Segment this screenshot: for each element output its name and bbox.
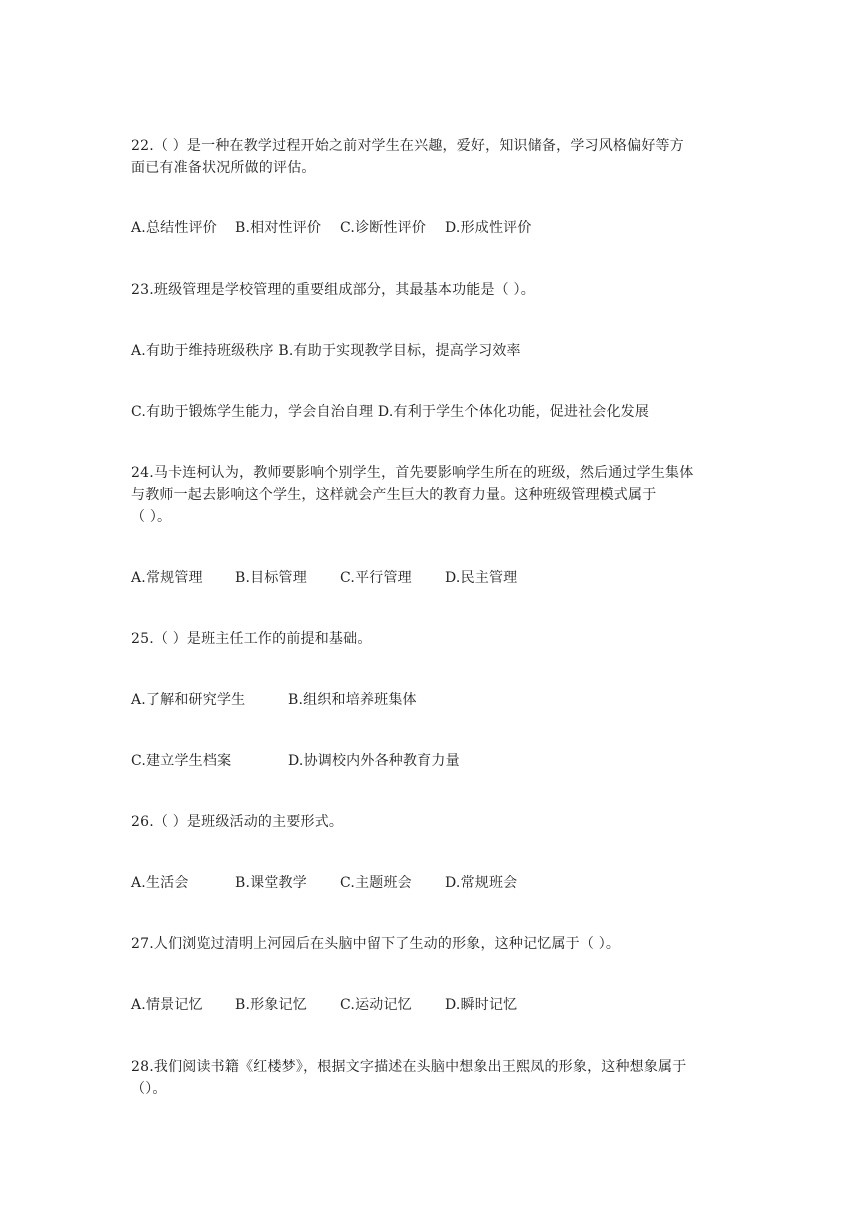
question-24-stem-line-1: 24.马卡连柯认为，教师要影响个别学生，首先要影响学生所在的班级，然后通过学生集体 [131, 465, 694, 481]
question-23-stem-line-1: 23.班级管理是学校管理的重要组成部分，其最基本功能是（ ）。 [131, 282, 535, 298]
option-b: B.相对性评价 [235, 220, 322, 236]
option-a: A.常规管理 [131, 570, 203, 586]
question-28-stem-line-1: 28.我们阅读书籍《红楼梦》，根据文字描述在头脑中想象出王熙凤的形象，这种想象属于 [131, 1059, 687, 1075]
option-a: A.生活会 [131, 875, 189, 891]
option-c: C.平行管理 [340, 570, 412, 586]
option-c: C.诊断性评价 [340, 220, 427, 236]
question-25-stem-line-1: 25.（ ）是班主任工作的前提和基础。 [131, 631, 372, 647]
option-b: B.形象记忆 [235, 997, 307, 1013]
option-d: D.瞬时记忆 [445, 997, 518, 1013]
question-28-stem-line-2: （）。 [131, 1081, 167, 1097]
question-24-stem-line-3: （ ）。 [131, 509, 172, 525]
option-b: B.组织和培养班集体 [288, 692, 417, 708]
option-a: A.情景记忆 [131, 997, 203, 1013]
question-22-stem-line-2: 面已有准备状况所做的评估。 [131, 160, 316, 176]
question-27-stem-line-1: 27.人们浏览过清明上河园后在头脑中留下了生动的形象，这种记忆属于（ ）。 [131, 936, 621, 952]
option-b: B.课堂教学 [235, 875, 307, 891]
question-26-stem-line-1: 26.（ ）是班级活动的主要形式。 [131, 814, 344, 830]
option-b: B.目标管理 [235, 570, 307, 586]
question-23-options-line-2: C.有助于锻炼学生能力，学会自治自理 D.有利于学生个体化功能，促进社会化发展 [131, 404, 650, 420]
question-24-stem-line-2: 与教师一起去影响这个学生，这样就会产生巨大的教育力量。这种班级管理模式属于 [131, 487, 657, 503]
question-22-stem-line-1: 22.（ ）是一种在教学过程开始之前对学生在兴趣，爱好，知识储备，学习风格偏好等方 [131, 138, 684, 154]
option-a: A.了解和研究学生 [131, 692, 246, 708]
option-d: D.民主管理 [445, 570, 518, 586]
question-23-options-line-1: A.有助于维持班级秩序 B.有助于实现教学目标，提高学习效率 [131, 343, 521, 359]
option-d: D.协调校内外各种教育力量 [288, 753, 460, 769]
option-d: D.形成性评价 [445, 220, 532, 236]
option-d: D.常规班会 [445, 875, 518, 891]
option-c: C.建立学生档案 [131, 753, 232, 769]
option-c: C.主题班会 [340, 875, 412, 891]
option-c: C.运动记忆 [340, 997, 412, 1013]
option-a: A.总结性评价 [131, 220, 217, 236]
